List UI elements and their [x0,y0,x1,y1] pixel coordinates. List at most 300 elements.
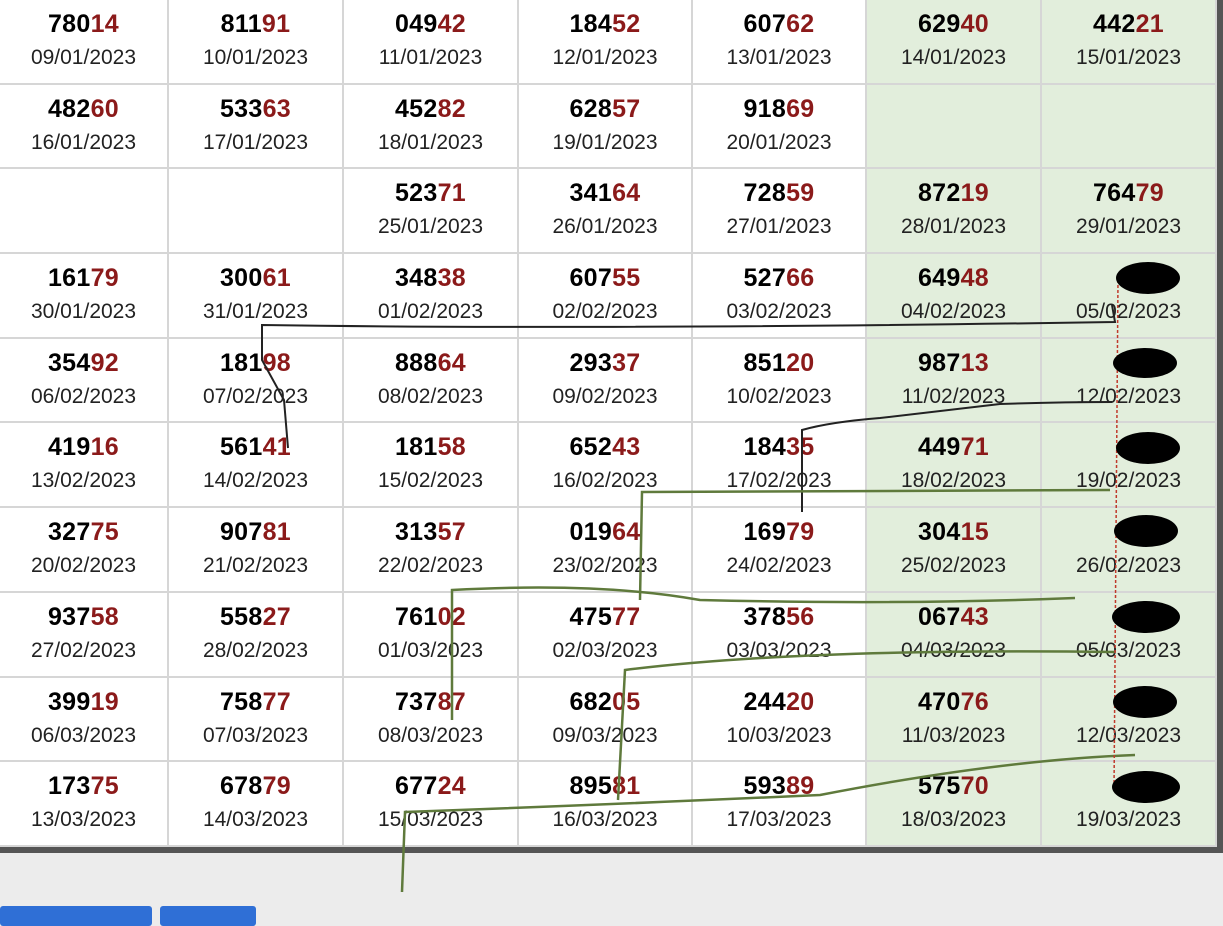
result-number-suffix: 81 [262,518,292,547]
result-date: 14/03/2023 [202,808,309,832]
result-number-prefix: 449 [917,433,961,462]
result-number-suffix: 20 [786,687,815,716]
result-number [519,433,691,463]
result-cell [0,762,169,847]
result-number [867,688,1040,718]
result-date: 12/03/2023 [1075,723,1182,747]
result-number [344,179,517,209]
result-date: 28/02/2023 [202,638,309,662]
result-number-prefix: 527 [743,264,787,293]
result-cell [519,85,693,170]
table-row [0,85,1217,170]
result-cell [867,169,1042,254]
result-cell [0,85,169,170]
table-row [0,339,1217,424]
result-number-prefix: 593 [743,772,787,801]
result-number [169,10,342,40]
result-date: 17/03/2023 [726,808,832,832]
table-row [0,169,1217,254]
result-number-prefix: 907 [219,518,263,547]
result-number-suffix: 66 [786,264,815,293]
result-number-suffix: 58 [90,602,120,631]
result-cell [169,169,344,254]
result-date: 02/03/2023 [552,638,658,662]
result-number-suffix: 35 [786,433,815,462]
result-number [1042,95,1215,125]
result-cell [0,254,169,339]
result-date: 22/02/2023 [377,554,484,578]
result-number-suffix: 41 [262,433,292,462]
result-date: 01/03/2023 [377,638,484,662]
result-date: 17/01/2023 [202,130,309,154]
result-cell [693,0,867,85]
result-number [519,688,691,718]
result-number [169,433,342,463]
result-number-suffix: 05 [612,687,641,716]
result-cell [519,0,693,85]
result-number-suffix: 24 [437,772,467,801]
result-number-prefix: 399 [47,687,91,716]
result-number [1042,433,1215,463]
result-number-prefix: 607 [569,264,613,293]
result-date: 04/02/2023 [900,300,1007,324]
result-date: 31/01/2023 [202,300,309,324]
result-date: 24/02/2023 [726,554,832,578]
result-number-prefix: 575 [917,772,961,801]
result-cell [1042,339,1217,424]
result-number-suffix: 55 [612,264,641,293]
result-number [693,688,865,718]
result-number-prefix: 629 [917,10,961,38]
result-number-suffix: 70 [960,772,990,801]
table-row [0,508,1217,593]
result-cell [1042,678,1217,763]
result-date: 29/01/2023 [1075,215,1182,239]
result-cell [519,423,693,508]
result-number [0,433,167,463]
result-cell [867,762,1042,847]
result-number [344,518,517,548]
result-number-prefix: 049 [394,10,438,38]
result-cell [519,508,693,593]
result-cell [519,678,693,763]
result-number-prefix: 682 [569,687,613,716]
result-cell [344,254,519,339]
result-cell [519,339,693,424]
result-number-prefix: 300 [219,264,263,293]
result-cell [344,678,519,763]
result-number [867,603,1040,633]
result-cell [519,593,693,678]
result-number-prefix: 304 [917,518,961,547]
result-number [169,264,342,294]
result-date: 12/01/2023 [552,46,658,69]
result-date: 10/03/2023 [726,723,832,747]
result-cell [0,508,169,593]
result-number [169,518,342,548]
result-date: 27/02/2023 [30,638,137,662]
result-date: 09/03/2023 [552,723,658,747]
result-number [519,179,691,209]
result-cell [344,169,519,254]
result-number-suffix: 19 [90,687,120,716]
result-number-suffix: 57 [437,518,467,547]
result-cell [169,593,344,678]
result-number-prefix: 764 [1092,179,1136,208]
result-number [1042,264,1215,294]
result-cell [867,678,1042,763]
result-number [169,349,342,379]
result-number-suffix: 52 [612,10,641,38]
result-date: 10/01/2023 [202,46,309,69]
result-number-suffix: 37 [612,348,641,377]
result-date: 06/02/2023 [30,384,137,408]
result-cell [344,508,519,593]
result-date: 20/02/2023 [30,554,137,578]
result-number [1042,688,1215,718]
result-number-prefix: 442 [1092,10,1136,38]
result-cell [344,0,519,85]
result-number [867,10,1040,40]
result-number-prefix: 872 [917,179,961,208]
result-cell [344,339,519,424]
result-number-prefix: 987 [917,348,961,377]
table-row [0,0,1217,85]
result-number-prefix: 475 [569,602,613,631]
result-number-suffix: 69 [786,94,815,123]
result-date: 30/01/2023 [30,300,137,324]
result-number-prefix: 244 [743,687,787,716]
result-number [0,603,167,633]
result-number-prefix: 677 [394,772,438,801]
result-number-prefix: 561 [219,433,263,462]
result-number-prefix: 937 [47,602,91,631]
result-cell [693,423,867,508]
result-cell [1042,85,1217,170]
result-cell [867,339,1042,424]
result-number-suffix: 62 [786,10,815,38]
result-number-suffix: 64 [612,518,641,547]
result-cell [344,85,519,170]
result-number-prefix: 758 [219,687,263,716]
result-cell [1042,169,1217,254]
result-date: 16/02/2023 [552,469,658,493]
result-cell [0,678,169,763]
result-number [693,179,865,209]
result-cell [169,762,344,847]
result-number [519,603,691,633]
result-number [344,349,517,379]
result-date: 09/02/2023 [552,384,658,408]
result-number [344,95,517,125]
result-number [693,264,865,294]
result-number [519,518,691,548]
result-number [1042,10,1215,40]
result-number [169,603,342,633]
result-date: 18/03/2023 [900,808,1007,832]
result-cell [0,423,169,508]
result-date: 25/01/2023 [377,215,484,239]
result-number [519,264,691,294]
primary-button[interactable] [0,906,152,926]
result-date: 14/02/2023 [202,469,309,493]
result-cell [1042,254,1217,339]
result-number-suffix: 40 [960,10,990,38]
result-date: 16/01/2023 [30,130,137,154]
result-date: 15/01/2023 [1075,46,1182,69]
result-number-prefix: 173 [47,772,91,801]
result-cell [1042,0,1217,85]
result-number-suffix: 81 [612,772,641,801]
result-cell [169,339,344,424]
result-number [1042,179,1215,209]
result-number [0,688,167,718]
result-cell [519,762,693,847]
result-cell [693,85,867,170]
result-number-suffix: 60 [90,94,120,123]
result-date: 19/01/2023 [552,130,658,154]
result-cell [867,593,1042,678]
result-number-prefix: 918 [743,94,787,123]
result-number-prefix: 293 [569,348,613,377]
result-number-prefix: 327 [47,518,91,547]
result-number [693,10,865,40]
result-date: 15/03/2023 [377,808,484,832]
result-date: 26/01/2023 [552,215,658,239]
result-number [693,772,865,802]
result-date: 26/02/2023 [1075,554,1182,578]
result-number [1042,603,1215,633]
table-row [0,678,1217,763]
result-cell [693,678,867,763]
result-number-suffix: 21 [1135,10,1165,38]
result-number-prefix: 628 [569,94,613,123]
result-date: 10/02/2023 [726,384,832,408]
result-cell [169,508,344,593]
result-date: 23/02/2023 [552,554,658,578]
result-date: 12/02/2023 [1075,384,1182,408]
result-number-suffix: 64 [437,348,467,377]
result-number [867,433,1040,463]
result-number-suffix: 48 [960,264,990,293]
result-number [1042,518,1215,548]
result-number-suffix: 79 [90,264,120,293]
result-number-suffix: 71 [437,179,467,208]
table-row [0,423,1217,508]
result-cell [344,762,519,847]
result-number-prefix: 452 [394,94,438,123]
result-date: 19/02/2023 [1075,469,1182,493]
secondary-button[interactable] [160,906,256,926]
result-number-prefix: 313 [394,518,438,547]
result-number [344,10,517,40]
result-number-prefix: 341 [569,179,613,208]
result-date: 04/03/2023 [900,638,1007,662]
result-date: 11/02/2023 [901,384,1006,408]
result-number-prefix: 184 [569,10,613,38]
result-number-suffix: 20 [786,348,815,377]
result-date: 16/03/2023 [552,808,658,832]
result-number-prefix: 161 [47,264,91,293]
result-date: 08/02/2023 [377,384,484,408]
result-cell [0,169,169,254]
result-cell [867,254,1042,339]
result-date: 02/02/2023 [552,300,658,324]
result-number-prefix: 019 [569,518,613,547]
result-number-suffix: 75 [90,518,120,547]
result-number-prefix: 607 [743,10,787,38]
result-cell [169,678,344,763]
result-date: 13/03/2023 [30,808,137,832]
result-number-suffix: 16 [90,433,120,462]
result-number-suffix: 82 [437,94,467,123]
result-date: 25/02/2023 [900,554,1007,578]
result-date: 07/03/2023 [202,723,309,747]
result-date: 09/01/2023 [30,46,137,69]
result-cell [1042,762,1217,847]
table-row [0,593,1217,678]
result-number [0,518,167,548]
result-number [519,95,691,125]
result-date: 14/01/2023 [900,46,1007,69]
result-cell [169,423,344,508]
result-number [867,179,1040,209]
result-number [867,95,1040,125]
result-number-prefix: 067 [917,602,961,631]
result-number-suffix: 14 [90,10,120,38]
result-number [0,95,167,125]
table-row [0,254,1217,339]
result-number [0,772,167,802]
result-number-suffix: 59 [786,179,815,208]
result-cell [344,593,519,678]
result-number-prefix: 419 [47,433,91,462]
result-date: 05/02/2023 [1075,300,1182,324]
result-number-prefix: 678 [219,772,263,801]
result-number-prefix: 728 [743,179,787,208]
result-number-suffix: 02 [437,602,467,631]
result-number-suffix: 58 [437,433,467,462]
result-cell [519,169,693,254]
result-number-suffix: 43 [612,433,641,462]
result-date: 11/01/2023 [378,46,483,69]
result-number [867,264,1040,294]
result-cell [867,423,1042,508]
result-cell [344,423,519,508]
result-cell [0,339,169,424]
result-number-prefix: 811 [220,10,262,38]
result-number-suffix: 76 [960,687,990,716]
result-cell [693,339,867,424]
result-number [169,772,342,802]
result-number [344,603,517,633]
result-number-suffix: 42 [437,10,467,38]
result-number [693,95,865,125]
table-row [0,762,1217,847]
result-number [0,10,167,40]
result-number [0,349,167,379]
result-number-suffix: 56 [786,602,815,631]
result-number-suffix: 79 [786,518,815,547]
result-number-suffix: 61 [262,264,292,293]
result-number [169,688,342,718]
result-date: 28/01/2023 [900,215,1007,239]
result-number [0,179,167,209]
result-number-suffix: 79 [262,772,292,801]
result-number-prefix: 354 [47,348,91,377]
result-number [1042,349,1215,379]
result-number [344,688,517,718]
result-number-suffix: 87 [437,687,467,716]
result-cell [693,169,867,254]
result-cell [693,254,867,339]
result-number [169,179,342,209]
result-date: 17/02/2023 [726,469,832,493]
result-number-suffix: 89 [786,772,815,801]
result-number [693,349,865,379]
result-number [519,349,691,379]
result-number-prefix: 737 [394,687,438,716]
result-number-suffix: 15 [960,518,990,547]
result-date: 13/02/2023 [30,469,137,493]
result-number-suffix: 77 [612,602,641,631]
result-date: 20/01/2023 [726,130,832,154]
result-date: 03/02/2023 [726,300,832,324]
result-number-prefix: 378 [743,602,787,631]
result-cell [0,0,169,85]
result-number-prefix: 558 [219,602,263,631]
result-date: 27/01/2023 [726,215,832,239]
result-cell [1042,508,1217,593]
result-number-prefix: 181 [219,348,263,377]
result-cell [693,508,867,593]
result-date: 08/03/2023 [377,723,484,747]
result-number-suffix: 92 [90,348,120,377]
result-number [0,264,167,294]
result-number [1042,772,1215,802]
result-number-suffix: 13 [960,348,990,377]
result-number-prefix: 533 [219,94,263,123]
result-cell [867,0,1042,85]
result-number-prefix: 184 [743,433,787,462]
result-number-prefix: 181 [394,433,438,462]
result-number-suffix: 64 [612,179,641,208]
result-date: 01/02/2023 [377,300,484,324]
result-number-suffix: 19 [960,179,990,208]
result-date: 15/02/2023 [377,469,484,493]
result-number-suffix: 63 [262,94,292,123]
result-cell [867,508,1042,593]
result-date: 13/01/2023 [726,46,832,69]
result-number [344,264,517,294]
result-number-suffix: 43 [960,602,990,631]
result-number [693,518,865,548]
result-date: 18/01/2023 [377,130,484,154]
result-date: 19/03/2023 [1075,808,1182,832]
result-number-prefix: 523 [394,179,438,208]
result-number-suffix: 98 [262,348,292,377]
result-number-prefix: 895 [569,772,613,801]
result-number-suffix: 79 [1135,179,1165,208]
result-cell [0,593,169,678]
result-number-prefix: 761 [394,602,438,631]
result-number [867,349,1040,379]
result-number-suffix: 38 [437,264,467,293]
result-cell [693,593,867,678]
result-number-prefix: 348 [394,264,438,293]
result-number-suffix: 57 [612,94,641,123]
result-date: 07/02/2023 [202,384,309,408]
